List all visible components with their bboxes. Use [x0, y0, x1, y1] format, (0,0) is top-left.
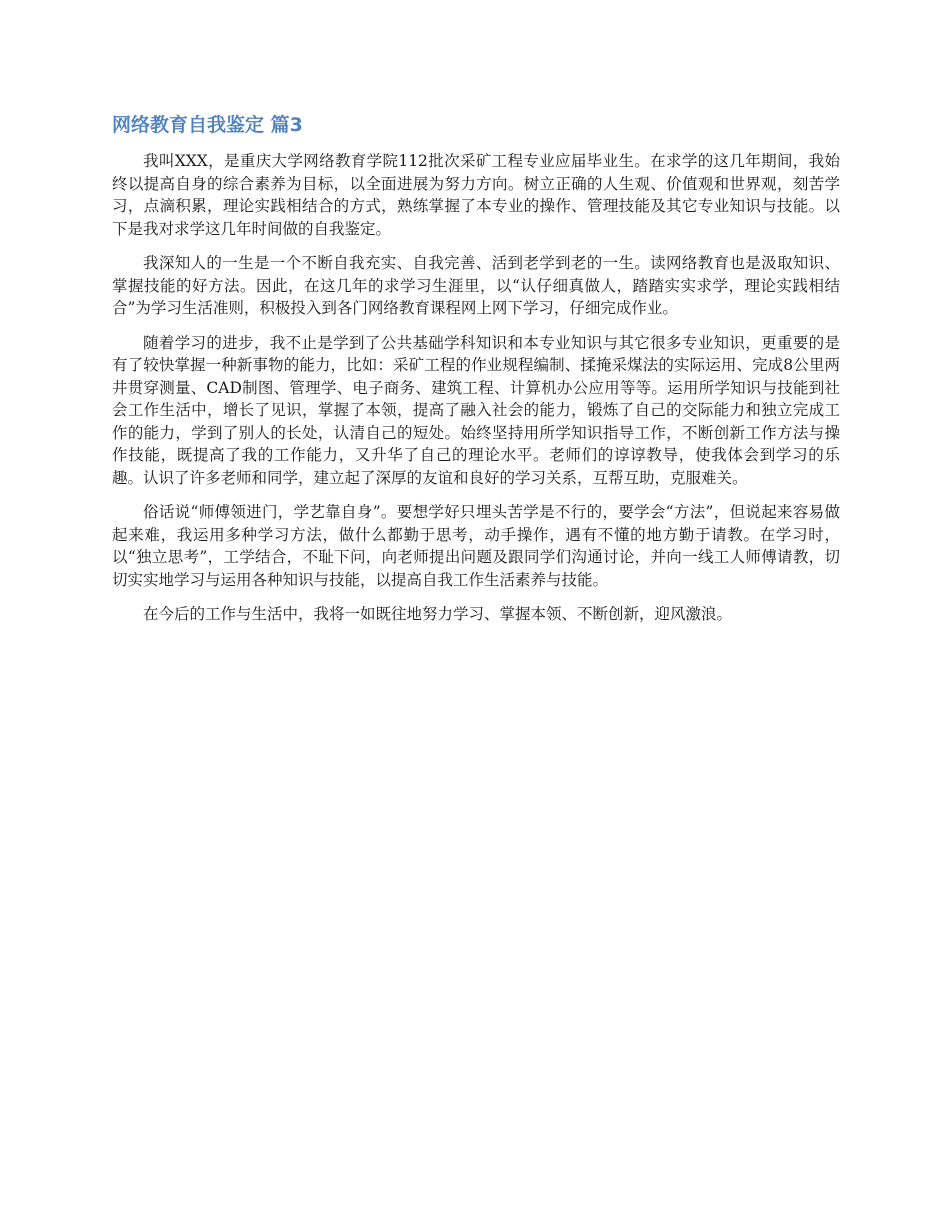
paragraph-2: 我深知人的一生是一个不断自我充实、自我完善、活到老学到老的一生。读网络教育也是汲取知识、掌握技能的好方法。因此，在这几年的求学习生涯里，以“认仔细真做人，踏踏实实求学，理论实践相结合”为学习生活准则，积极投入到各门网络教育课程网上网下学习，仔细完成作业。: [112, 254, 840, 317]
document-page: [112, 112, 840, 638]
paragraph-1: 我叫XXX，是重庆大学网络教育学院112批次采矿工程专业应届毕业生。在求学的这几年期间，我始终以提高自身的综合素养为目标，以全面进展为努力方向。树立正确的人生观、价值观和世界观，刻苦学习，点滴积累，理论实践相结合的方式，熟练掌握了本专业的操作、管理技能及其它专业知识与技能。以下是我对求学这几年时间做的自我鉴定。: [112, 152, 840, 238]
paragraph-5: 在今后的工作与生活中，我将一如既往地努力学习、掌握本领、不断创新，迎风激浪。: [143, 605, 733, 623]
document-title: 网络教育自我鉴定 篇3: [112, 114, 303, 136]
paragraph-3: 随着学习的进步，我不止是学到了公共基础学科知识和本专业知识与其它很多专业知识，更重要的是有了较快掌握一种新事物的能力，比如：采矿工程的作业规程编制、揉掩采煤法的实际运用、完成8公里两井贯穿测量、CAD制图、管理学、电子商务、建筑工程、计算机办公应用等等。运用所学知识与技能到社会工作生活中，增长了见识，掌握了本领，提高了融入社会的能力，锻炼了自己的交际能力和独立完成工作的能力，学到了别人的长处，认清自己的短处。始终坚持用所学知识指导工作，不断创新工作方法与操作技能，既提高了我的工作能力，又升华了自己的理论水平。老师们的谆谆教导，使我体会到学习的乐趣。认识了许多老师和同学，建立起了深厚的友谊和良好的学习关系，互帮互助，克服难关。: [112, 333, 840, 487]
paragraph-4: 俗话说“师傅领进门，学艺靠自身”。要想学好只埋头苦学是不行的，要学会“方法”，但说起来容易做起来难，我运用多种学习方法，做什么都勤于思考，动手操作，遇有不懂的地方勤于请教。在学习时，以“独立思考”，工学结合，不耻下问，向老师提出问题及跟同学们沟通讨论，并向一线工人师傅请教，切切实实地学习与运用各种知识与技能，以提高自我工作生活素养与技能。: [112, 503, 840, 589]
